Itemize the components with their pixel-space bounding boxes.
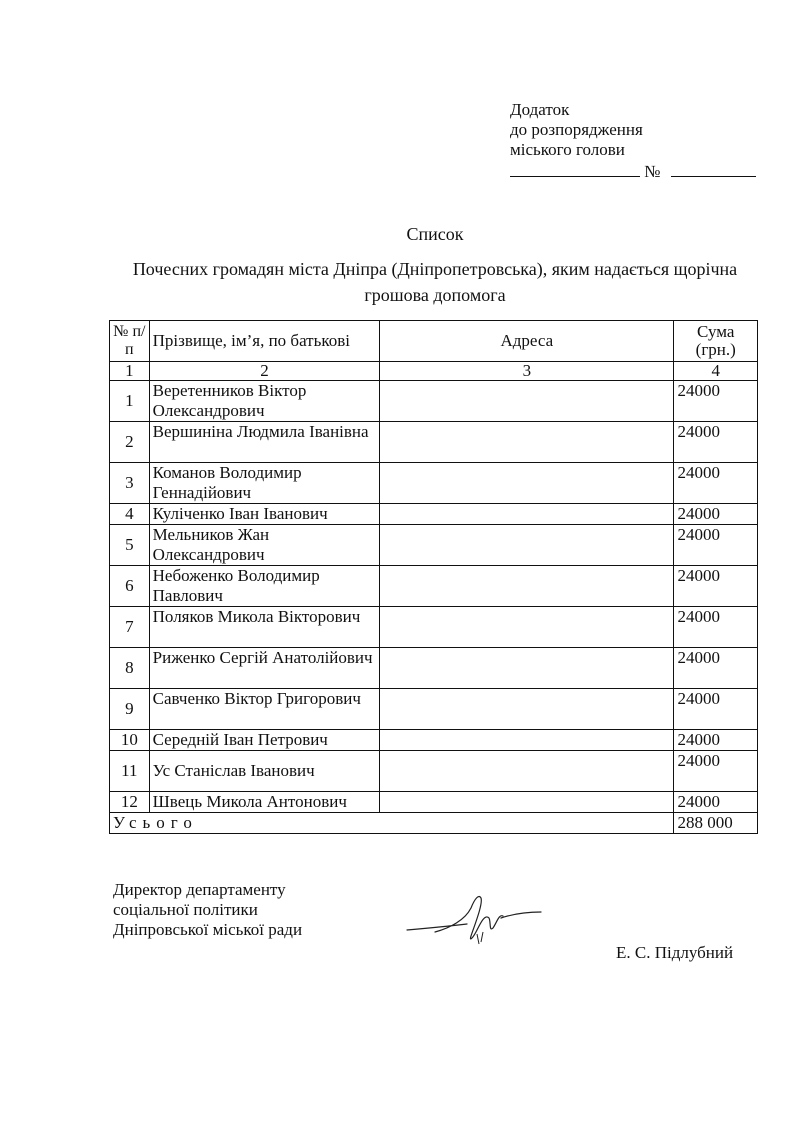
row-number: 3 bbox=[110, 463, 150, 504]
row-sum: 24000 bbox=[674, 422, 758, 463]
row-number: 9 bbox=[110, 689, 150, 730]
column-number: 3 bbox=[380, 362, 674, 381]
footer-line-2: соціальної політики bbox=[113, 900, 258, 919]
table-row bbox=[110, 730, 758, 751]
row-address bbox=[380, 504, 674, 525]
table-row bbox=[110, 525, 758, 566]
column-numbers-row bbox=[110, 362, 758, 381]
row-sum: 24000 bbox=[674, 566, 758, 607]
row-address bbox=[380, 730, 674, 751]
row-name: Поляков Микола Вікторович bbox=[149, 607, 380, 648]
row-sum: 24000 bbox=[674, 730, 758, 751]
date-blank bbox=[510, 162, 640, 177]
table-row bbox=[110, 463, 758, 504]
row-name: Середній Іван Петрович bbox=[149, 730, 380, 751]
row-address bbox=[380, 792, 674, 813]
row-number: 12 bbox=[110, 792, 150, 813]
footer-block bbox=[113, 880, 302, 940]
table-row bbox=[110, 648, 758, 689]
row-address bbox=[380, 525, 674, 566]
row-address bbox=[380, 422, 674, 463]
row-sum: 24000 bbox=[674, 689, 758, 730]
column-number: 2 bbox=[149, 362, 380, 381]
row-sum: 24000 bbox=[674, 648, 758, 689]
row-name: Ус Станіслав Іванович bbox=[149, 751, 380, 792]
table-header-row bbox=[110, 321, 758, 362]
column-number: 1 bbox=[110, 362, 150, 381]
table-row bbox=[110, 792, 758, 813]
row-number: 5 bbox=[110, 525, 150, 566]
document-title: Список bbox=[406, 224, 464, 244]
total-row bbox=[110, 813, 758, 834]
row-sum: 24000 bbox=[674, 525, 758, 566]
document-subtitle: Почесних громадян міста Дніпра (Дніпропетровська), яким надається щорічна грошова допомога bbox=[132, 259, 738, 305]
row-number: 6 bbox=[110, 566, 150, 607]
appendix-line-2: до розпорядження bbox=[510, 120, 643, 139]
appendix-line-1: Додаток bbox=[510, 100, 570, 119]
row-address bbox=[380, 566, 674, 607]
table-row bbox=[110, 566, 758, 607]
total-label: Усього bbox=[110, 813, 674, 834]
row-sum: 24000 bbox=[674, 792, 758, 813]
row-name: Команов Володимир Геннадійович bbox=[149, 463, 380, 504]
row-number: 11 bbox=[110, 751, 150, 792]
row-number: 10 bbox=[110, 730, 150, 751]
row-name: Савченко Віктор Григорович bbox=[149, 689, 380, 730]
row-name: Небоженко Володимир Павлович bbox=[149, 566, 380, 607]
table-row bbox=[110, 422, 758, 463]
header-number: № п/п bbox=[110, 321, 150, 362]
row-sum: 24000 bbox=[674, 607, 758, 648]
signer-name: Е. С. Підлубний bbox=[616, 943, 734, 962]
row-number: 8 bbox=[110, 648, 150, 689]
row-address bbox=[380, 648, 674, 689]
column-number: 4 bbox=[674, 362, 758, 381]
row-sum: 24000 bbox=[674, 463, 758, 504]
row-sum: 24000 bbox=[674, 751, 758, 792]
header-address: Адреса bbox=[380, 321, 674, 362]
row-number: 2 bbox=[110, 422, 150, 463]
row-number: 4 bbox=[110, 504, 150, 525]
row-number: 1 bbox=[110, 381, 150, 422]
appendix-line-3: міського голови bbox=[510, 140, 625, 159]
row-address bbox=[380, 607, 674, 648]
row-address bbox=[380, 463, 674, 504]
table-row bbox=[110, 381, 758, 422]
appendix-block bbox=[510, 100, 756, 182]
row-address bbox=[380, 381, 674, 422]
row-address bbox=[380, 689, 674, 730]
row-name: Веретенников Віктор Олександрович bbox=[149, 381, 380, 422]
footer-line-1: Директор департаменту bbox=[113, 880, 286, 899]
row-name: Куліченко Іван Іванович bbox=[149, 504, 380, 525]
citizens-table bbox=[109, 320, 758, 834]
header-name: Прізвище, ім’я, по батькові bbox=[149, 321, 380, 362]
handwritten-signature bbox=[405, 888, 545, 948]
table-row bbox=[110, 607, 758, 648]
table-row bbox=[110, 751, 758, 792]
row-number: 7 bbox=[110, 607, 150, 648]
row-address bbox=[380, 751, 674, 792]
row-name: Швець Микола Антонович bbox=[149, 792, 380, 813]
row-sum: 24000 bbox=[674, 504, 758, 525]
row-name: Риженко Сергій Анатолійович bbox=[149, 648, 380, 689]
table-row bbox=[110, 504, 758, 525]
row-sum: 24000 bbox=[674, 381, 758, 422]
row-name: Мельников Жан Олександрович bbox=[149, 525, 380, 566]
header-sum: Сума (грн.) bbox=[674, 321, 758, 362]
footer-line-3: Дніпровської міської ради bbox=[113, 920, 303, 939]
number-blank bbox=[671, 162, 756, 177]
date-number-line bbox=[510, 162, 756, 182]
total-value: 288 000 bbox=[674, 813, 758, 834]
number-sign: № bbox=[644, 162, 661, 181]
row-name: Вершиніна Людмила Іванівна bbox=[149, 422, 380, 463]
table-row bbox=[110, 689, 758, 730]
